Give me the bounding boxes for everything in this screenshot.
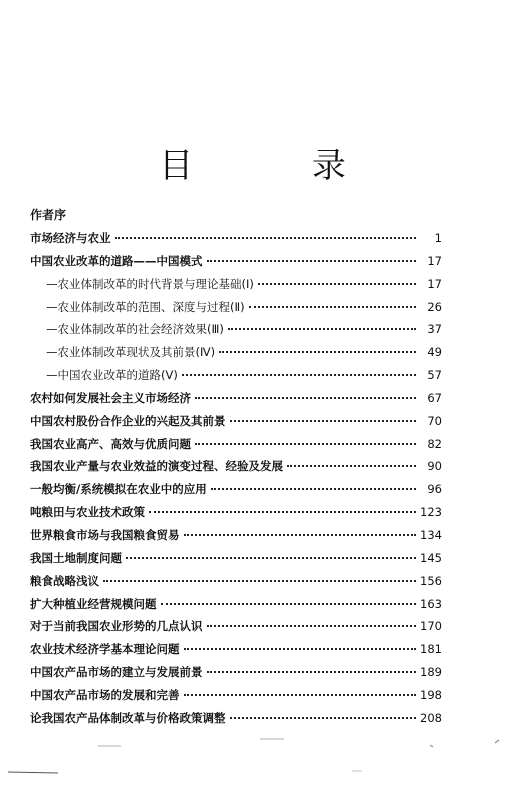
toc-entry bbox=[30, 618, 442, 641]
toc-entry bbox=[30, 504, 442, 527]
toc-entry-page: 208 bbox=[420, 710, 442, 725]
toc-entry bbox=[30, 596, 442, 619]
toc-entry-page: 96 bbox=[427, 482, 442, 497]
toc-entry bbox=[30, 230, 442, 253]
toc-leader-dots bbox=[149, 511, 416, 513]
toc-entry-page: 1 bbox=[434, 231, 442, 245]
toc-entry bbox=[30, 253, 442, 276]
toc-entry-page: 181 bbox=[420, 642, 442, 657]
toc-entry bbox=[30, 344, 442, 367]
toc-entry-title: 中国农产品市场的建立与发展前景 bbox=[30, 665, 203, 680]
toc-entry-page: 145 bbox=[420, 550, 442, 565]
toc-leader-dots bbox=[207, 671, 417, 673]
toc-entry bbox=[30, 573, 442, 596]
toc-entry bbox=[30, 436, 442, 459]
toc-leader-dots bbox=[195, 397, 416, 399]
toc-entry-title: —农业体制改革的社会经济效果(Ⅲ) bbox=[46, 322, 224, 337]
toc-leader-dots bbox=[182, 374, 416, 376]
toc-entry bbox=[30, 481, 442, 504]
toc-leader-dots bbox=[230, 717, 417, 719]
toc-entry-page: 70 bbox=[427, 413, 442, 428]
toc-entry-title: 中国农业改革的道路——中国模式 bbox=[30, 253, 203, 268]
toc-entry bbox=[30, 458, 442, 481]
preface-heading: 作者序 bbox=[30, 208, 67, 222]
toc-entry bbox=[30, 390, 442, 413]
toc-entry-title: —农业体制改革现状及其前景(Ⅳ) bbox=[46, 345, 216, 360]
toc-entry-page: 134 bbox=[420, 527, 442, 542]
toc-entry bbox=[30, 710, 442, 733]
toc-leader-dots bbox=[258, 283, 416, 285]
toc-entry-page: 57 bbox=[427, 368, 442, 383]
toc-leader-dots bbox=[207, 625, 417, 627]
toc-entry-title: 粮食战略浅议 bbox=[30, 573, 99, 588]
toc-leader-dots bbox=[161, 603, 417, 605]
toc-leader-dots bbox=[184, 534, 417, 536]
toc-entries bbox=[30, 230, 442, 733]
toc-entry-page: 49 bbox=[427, 345, 442, 360]
toc-entry-page: 37 bbox=[427, 322, 442, 337]
toc-entry-title: 论我国农产品体制改革与价格政策调整 bbox=[30, 710, 226, 725]
toc-entry-page: 163 bbox=[420, 596, 442, 611]
toc-entry bbox=[30, 299, 442, 322]
page-title: 目 录 bbox=[159, 146, 400, 186]
toc-leader-dots bbox=[287, 465, 416, 467]
toc-entry bbox=[30, 687, 442, 710]
toc-entry bbox=[30, 527, 442, 550]
toc-leader-dots bbox=[230, 420, 417, 422]
toc-leader-dots bbox=[207, 260, 417, 262]
toc-leader-dots bbox=[211, 488, 416, 490]
toc-entry-title: 中国农产品市场的发展和完善 bbox=[30, 687, 180, 702]
toc-entry-page: 67 bbox=[427, 390, 442, 405]
toc-entry-page: 17 bbox=[427, 253, 442, 268]
toc-entry-title: 我国农业产量与农业效益的演变过程、经验及发展 bbox=[30, 459, 283, 474]
toc-entry-title: —农业体制改革的时代背景与理论基础(Ⅰ) bbox=[46, 276, 254, 291]
toc-entry-title: 我国土地制度问题 bbox=[30, 550, 122, 565]
toc-entry-title: 我国农业高产、高效与优质问题 bbox=[30, 436, 191, 451]
toc-entry-page: 123 bbox=[420, 505, 442, 520]
toc-leader-dots bbox=[103, 580, 416, 582]
toc-entry-page: 198 bbox=[420, 687, 442, 702]
toc-leader-dots bbox=[228, 328, 416, 330]
toc-entry bbox=[30, 664, 442, 687]
toc-entry-title: 对于当前我国农业形势的几点认识 bbox=[30, 619, 203, 634]
toc-leader-dots bbox=[219, 351, 416, 353]
toc-entry-title: 世界粮食市场与我国粮食贸易 bbox=[30, 527, 180, 542]
toc-entry-page: 82 bbox=[427, 436, 442, 451]
toc-entry-page: 170 bbox=[420, 619, 442, 634]
toc-leader-dots bbox=[195, 443, 416, 445]
toc-leader-dots bbox=[249, 306, 416, 308]
toc-entry-page: 189 bbox=[420, 665, 442, 680]
toc-entry-title: 农村如何发展社会主义市场经济 bbox=[30, 390, 191, 405]
toc-entry bbox=[30, 367, 442, 390]
toc-entry-title: —农业体制改革的范围、深度与过程(Ⅱ) bbox=[46, 299, 245, 314]
toc-leader-dots bbox=[126, 557, 416, 559]
toc-entry-title: 吨粮田与农业技术政策 bbox=[30, 505, 145, 520]
toc-entry bbox=[30, 276, 442, 299]
toc-entry-title: 农业技术经济学基本理论问题 bbox=[30, 642, 180, 657]
toc-entry-page: 26 bbox=[427, 299, 442, 314]
toc-entry-page: 90 bbox=[427, 459, 442, 474]
toc-entry-title: 扩大种植业经营规模问题 bbox=[30, 596, 157, 611]
toc-entry bbox=[30, 413, 442, 436]
table-of-contents bbox=[30, 207, 442, 733]
toc-leader-dots bbox=[184, 648, 417, 650]
toc-entry-page: 156 bbox=[420, 573, 442, 588]
toc-entry-title: —中国农业改革的道路(Ⅴ) bbox=[46, 368, 178, 383]
toc-entry bbox=[30, 550, 442, 573]
toc-entry-title: 市场经济与农业 bbox=[30, 231, 111, 245]
toc-entry-title: 一般均衡/系统模拟在农业中的应用 bbox=[30, 482, 207, 497]
toc-leader-dots bbox=[115, 237, 417, 239]
toc-entry-page: 17 bbox=[427, 276, 442, 291]
toc-leader-dots bbox=[184, 694, 417, 696]
toc-entry-title: 中国农村股份合作企业的兴起及其前景 bbox=[30, 413, 226, 428]
toc-entry bbox=[30, 641, 442, 664]
toc-entry bbox=[30, 321, 442, 344]
